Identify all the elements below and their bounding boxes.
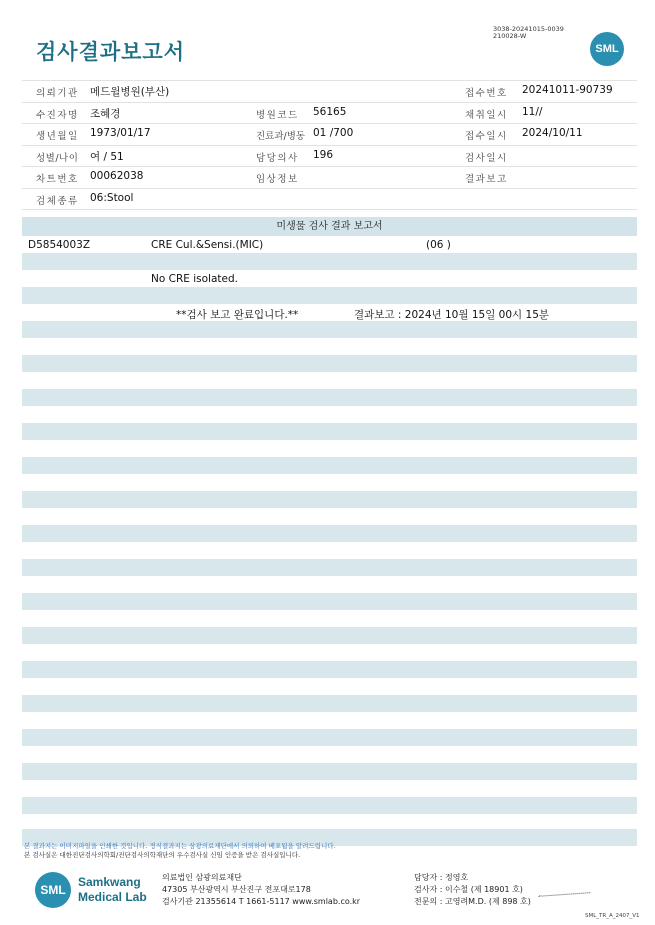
info-label: 병원코드	[256, 109, 299, 121]
info-label: 생년월일	[36, 131, 79, 142]
stripe	[22, 559, 637, 576]
patient-info-table	[22, 80, 637, 210]
stripe	[22, 797, 637, 814]
info-row	[22, 189, 637, 211]
stripe	[22, 695, 637, 712]
org-contact: 검사기관 21355614 T 1661-5117 www.smlab.co.kr	[162, 897, 361, 906]
info-label: 채취일시	[465, 109, 508, 121]
document-code	[493, 26, 564, 40]
result-text: No CRE isolated.	[151, 273, 238, 285]
info-label: 의뢰기관	[36, 88, 79, 99]
stripe	[22, 593, 637, 610]
info-row	[22, 80, 637, 103]
info-label: 결과보고	[465, 174, 508, 185]
page-title: 검사결과보고서	[36, 40, 186, 64]
info-value: 11//	[522, 105, 543, 118]
info-row	[22, 124, 637, 146]
info-label: 차트번호	[36, 174, 79, 185]
info-row	[22, 167, 637, 189]
test-code: D5854003Z	[28, 239, 91, 251]
info-value: 메드윌병원(부산)	[90, 86, 170, 98]
report-time: 결과보고 : 2024년 10월 15일 00시 15분	[354, 309, 550, 321]
staff-specialist: 전문의 : 고영려M.D. (제 898 호)	[414, 897, 531, 906]
test-specimen: (06 )	[426, 239, 451, 251]
info-label: 검체종류	[36, 195, 79, 207]
document-code-line-2: 210028-W	[493, 32, 527, 40]
info-value: 06:Stool	[90, 191, 134, 204]
info-label: 접수번호	[465, 88, 508, 99]
stripe	[22, 355, 637, 372]
info-value: 1973/01/17	[90, 127, 151, 139]
info-row	[22, 146, 637, 168]
info-value: 56165	[313, 105, 347, 118]
test-name: CRE Cul.&Sensi.(MIC)	[151, 239, 264, 251]
info-value: 01 /700	[313, 127, 354, 139]
certification-note: 본 검사실은 대한진단검사의학회/진단검사의학재단의 우수검사실 신임 인증을 받은 검사실입니다.	[24, 851, 301, 859]
sml-logo: SML	[590, 32, 624, 66]
disclaimer-note: 본 결과지는 이미지파일을 인쇄한 것입니다. 정식결과지는 삼광의료재단에서 의뢰하여 배포됨을 알려드립니다.	[24, 842, 336, 850]
brand-name-line-2: Medical Lab	[78, 890, 147, 904]
report-complete-text: **검사 보고 완료입니다.**	[176, 309, 299, 321]
info-value: 여 / 51	[90, 150, 124, 163]
info-value: 20241011-90739	[522, 84, 613, 96]
footer-sml-logo: SML	[35, 872, 71, 908]
stripe	[22, 525, 637, 542]
stripe	[22, 729, 637, 746]
stripe	[22, 287, 637, 304]
info-label: 성별/나이	[36, 152, 79, 164]
stripe	[22, 389, 637, 406]
stripe	[22, 627, 637, 644]
info-value: 2024/10/11	[522, 127, 583, 139]
org-address: 47305 부산광역시 부산진구 전포대로178	[162, 885, 311, 894]
info-label: 접수일시	[465, 131, 508, 142]
report-section-title: 미생물 검사 결과 보고서	[22, 217, 637, 236]
stripe	[22, 491, 637, 508]
staff-manager: 담당자 : 정영호	[414, 873, 469, 882]
signature-mark	[538, 880, 591, 897]
info-label: 수진자명	[36, 109, 79, 121]
info-label: 검사일시	[465, 152, 508, 164]
stripe	[22, 661, 637, 678]
info-label: 담당의사	[256, 152, 299, 164]
stripe	[22, 253, 637, 270]
org-name: 의료법인 삼광의료재단	[162, 873, 242, 882]
info-label: 임상정보	[256, 174, 299, 185]
brand-name-line-1: Samkwang	[78, 875, 141, 889]
info-label: 진료과/병동	[256, 131, 306, 142]
document-code-line-1: 3038-20241015-0039	[493, 25, 564, 33]
form-code: SML_TR_A_2407_V1	[585, 913, 640, 919]
stripe	[22, 321, 637, 338]
staff-tester: 검사자 : 이수철 (제 18901 호)	[414, 885, 523, 894]
stripe	[22, 423, 637, 440]
stripe	[22, 457, 637, 474]
stripe	[22, 763, 637, 780]
info-value: 196	[313, 148, 334, 161]
info-value: 00062038	[90, 170, 144, 182]
info-row	[22, 103, 637, 125]
info-value: 조혜경	[90, 107, 121, 120]
